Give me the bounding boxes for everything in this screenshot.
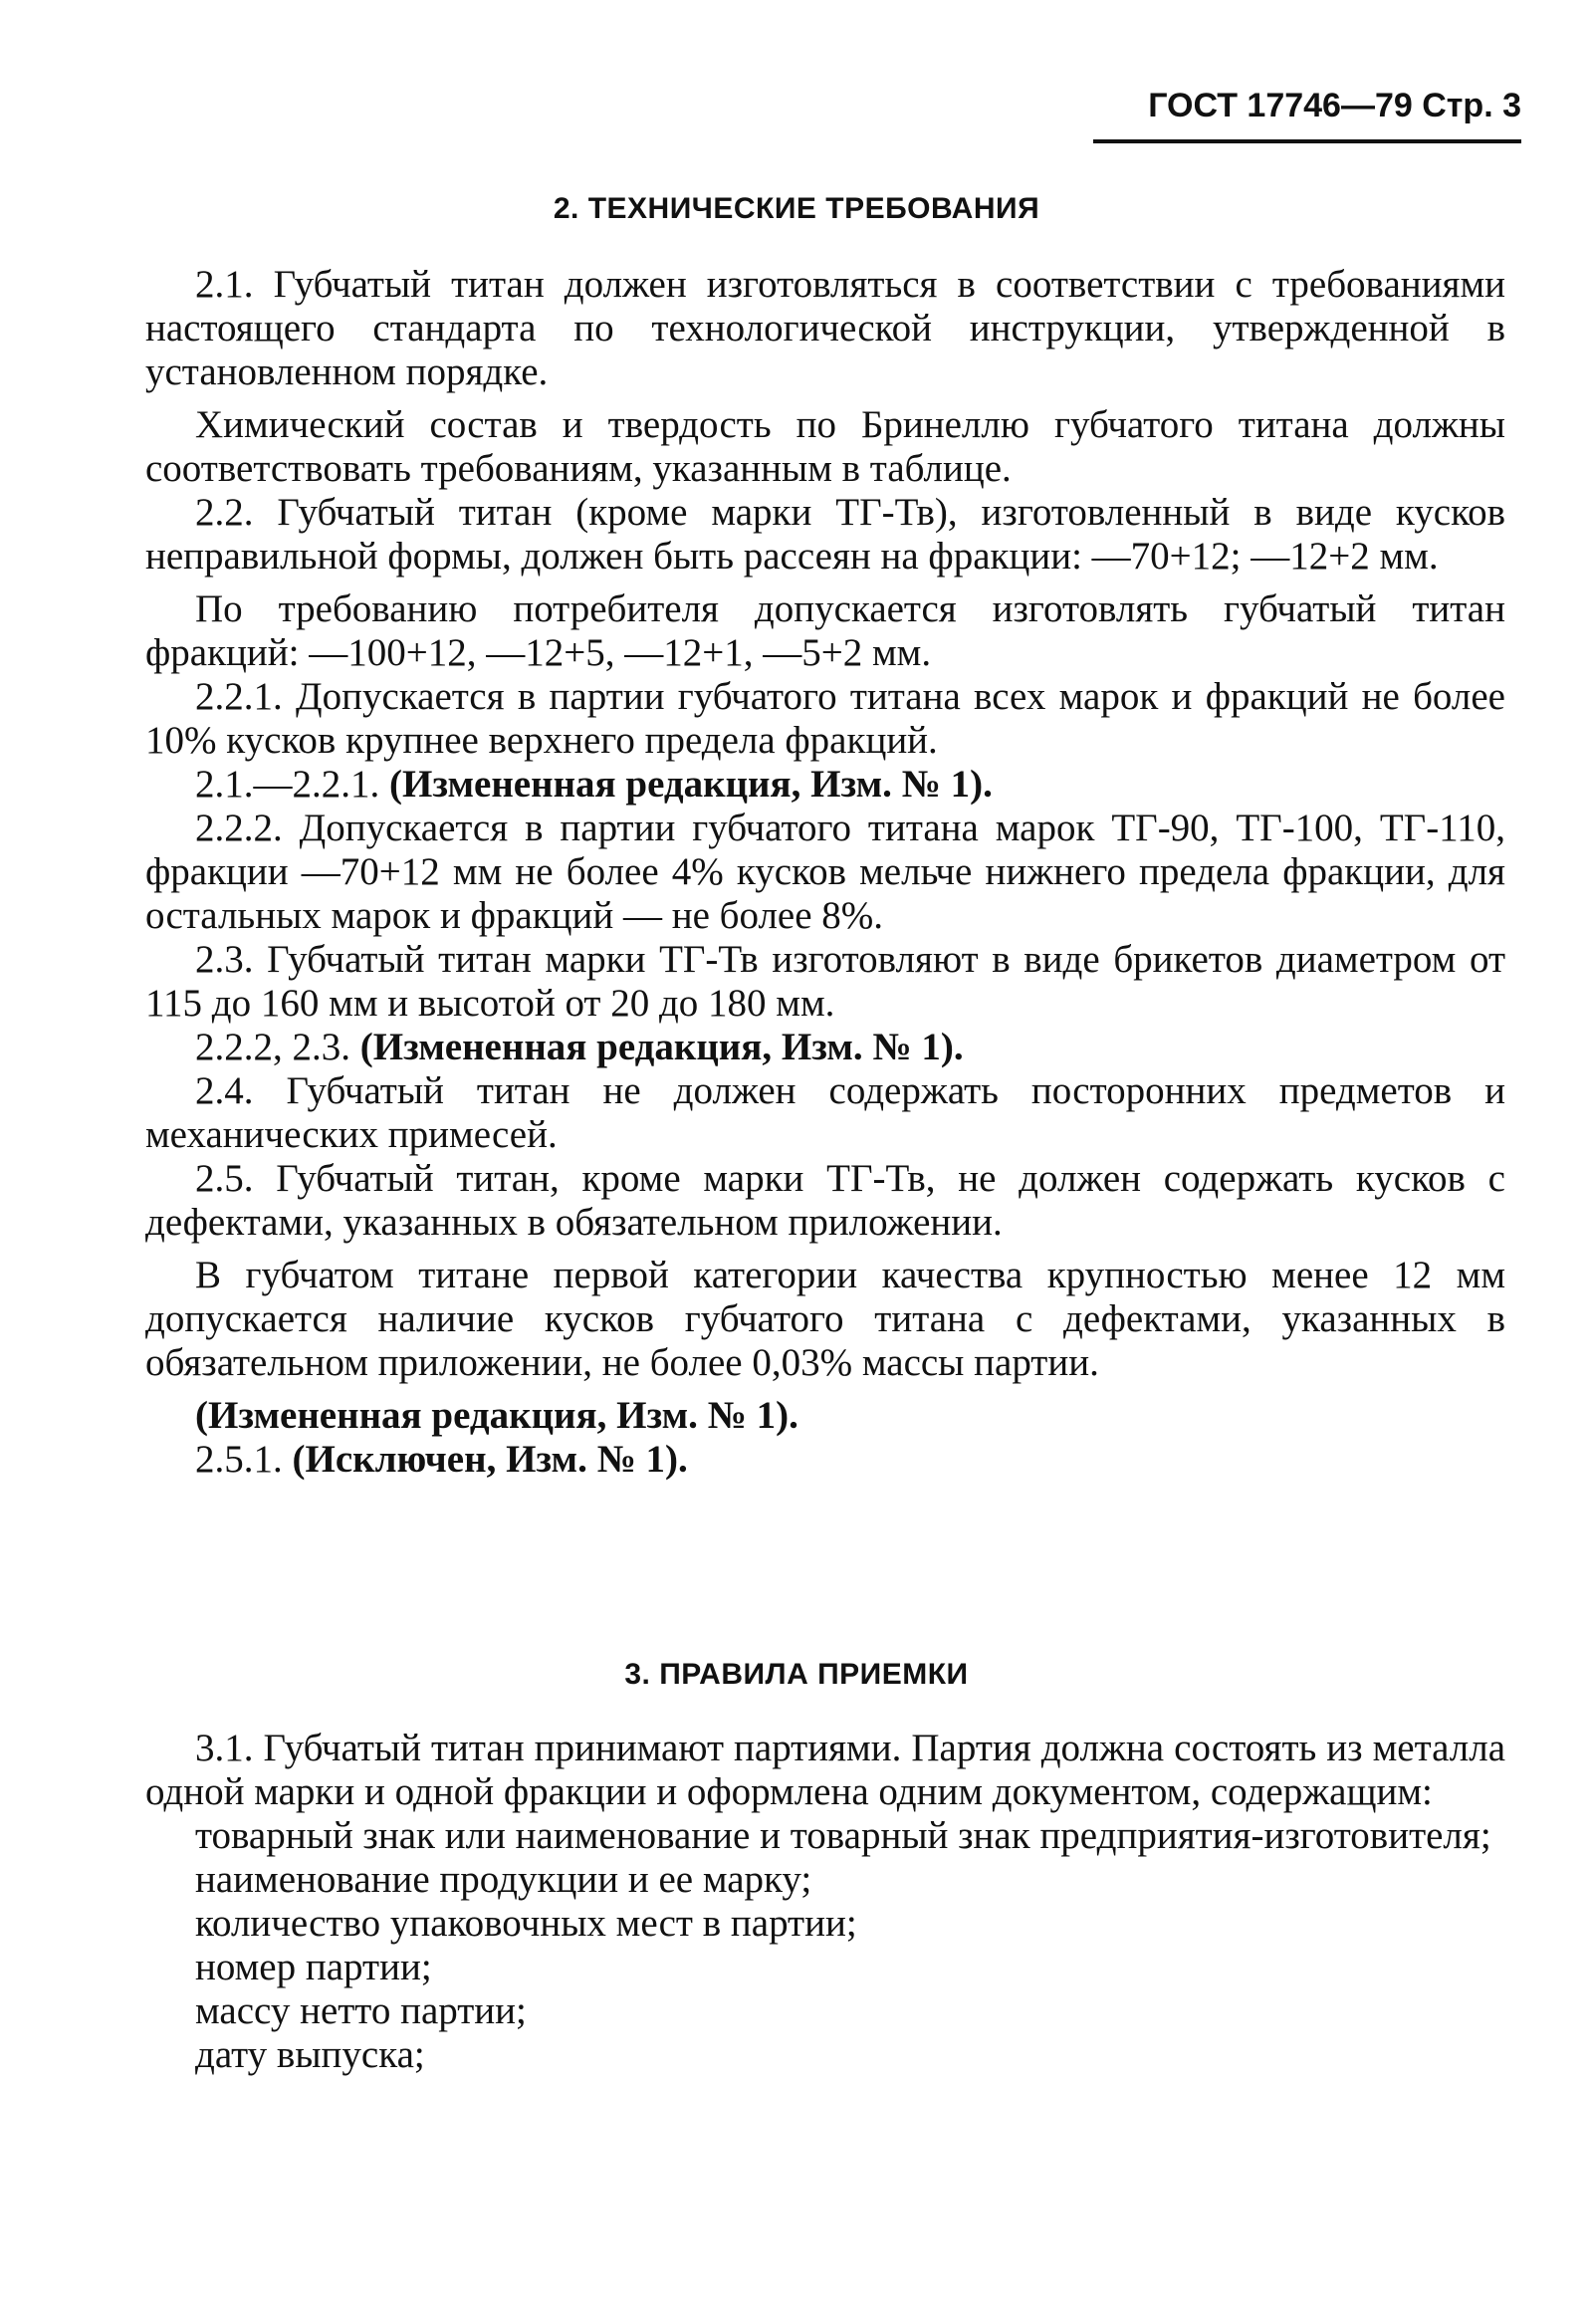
paragraph-2-2-request: По требованию потребителя допускается изготовлять губчатый титан фракций: —100+12, —12+5, —12+1, —5+2 мм. [145, 587, 1505, 674]
section-3-title: 3. ПРАВИЛА ПРИЕМКИ [624, 1658, 969, 1691]
amendment-note-3-text: (Измененная редакция, Изм. № 1). [195, 1394, 798, 1437]
paragraph-2-4: 2.4. Губчатый титан не должен содержать посторонних предметов и механических примесей. [145, 1069, 1505, 1156]
paragraph-2-1: 2.1. Губчатый титан должен изготовляться в соответствии с требованиями настоящего стандарта по технологической инструкции, утвержденной в установленном порядке. [145, 263, 1505, 393]
paragraph-2-5-1-text: (Исключен, Изм. № 1). [292, 1438, 688, 1481]
amendment-note-2-text: (Измененная редакция, Изм. № 1). [359, 1026, 964, 1068]
amendment-note-1-text: (Измененная редакция, Изм. № 1). [389, 763, 993, 806]
section-2-title: 2. ТЕХНИЧЕСКИЕ ТРЕБОВАНИЯ [553, 192, 1040, 225]
list-item: наименование продукции и ее марку; [195, 1858, 812, 1901]
paragraph-2-1-chem: Химический состав и твердость по Бринеллю губчатого титана должны соответствовать требованиям, указанным в таблице. [145, 403, 1505, 490]
paragraph-2-5-1 [145, 1438, 1505, 1482]
amendment-note-3 [145, 1394, 1505, 1438]
paragraph-3-1: 3.1. Губчатый титан принимают партиями. Партия должна состоять из металла одной марки и одной фракции и оформлена одним документом, содержащим: [145, 1727, 1505, 1813]
amendment-note-1 [145, 763, 1505, 807]
page-header: ГОСТ 17746—79 Стр. 3 [1093, 84, 1521, 143]
paragraph-2-3: 2.3. Губчатый титан марки ТГ-Тв изготовляют в виде брикетов диаметром от 115 до 160 мм и высотой от 20 до 180 мм. [145, 938, 1505, 1025]
list-item: дату выпуска; [195, 2033, 425, 2076]
paragraph-2-2: 2.2. Губчатый титан (кроме марки ТГ-Тв), изготовленный в виде кусков неправильной формы, должен быть рассеян на фракции: —70+12; —12+2 мм. [145, 491, 1505, 578]
list-item: номер партии; [195, 1946, 432, 1988]
paragraph-2-5-first-category: В губчатом титане первой категории качества крупностью менее 12 мм допускается наличие кусков губчатого титана с дефектами, указанных в обязательном приложении, не более 0,03% массы партии. [145, 1254, 1505, 1384]
section-2-body [145, 263, 1505, 1482]
amendment-note-1-prefix: 2.1.—2.2.1. [195, 763, 380, 806]
amendment-note-2 [145, 1026, 1505, 1069]
list-item: количество упаковочных мест в партии; [195, 1902, 857, 1945]
paragraph-2-2-2: 2.2.2. Допускается в партии губчатого титана марок ТГ-90, ТГ-100, ТГ-110, фракции —70+12 мм не более 4% кусков мельче нижнего предела фракции, для остальных марок и фракций — не более 8%. [145, 807, 1505, 937]
paragraph-2-5-1-prefix: 2.5.1. [195, 1438, 283, 1481]
paragraph-2-5: 2.5. Губчатый титан, кроме марки ТГ-Тв, не должен содержать кусков с дефектами, указанных в обязательном приложении. [145, 1157, 1505, 1244]
paragraph-2-2-1: 2.2.1. Допускается в партии губчатого титана всех марок и фракций не более 10% кусков крупнее верхнего предела фракций. [145, 675, 1505, 762]
list-item: товарный знак или наименование и товарный знак предприятия-изготовителя; [195, 1814, 1491, 1857]
amendment-note-2-prefix: 2.2.2, 2.3. [195, 1026, 350, 1068]
section-3-body [145, 1727, 1505, 2077]
list-item: массу нетто партии; [195, 1989, 527, 2032]
